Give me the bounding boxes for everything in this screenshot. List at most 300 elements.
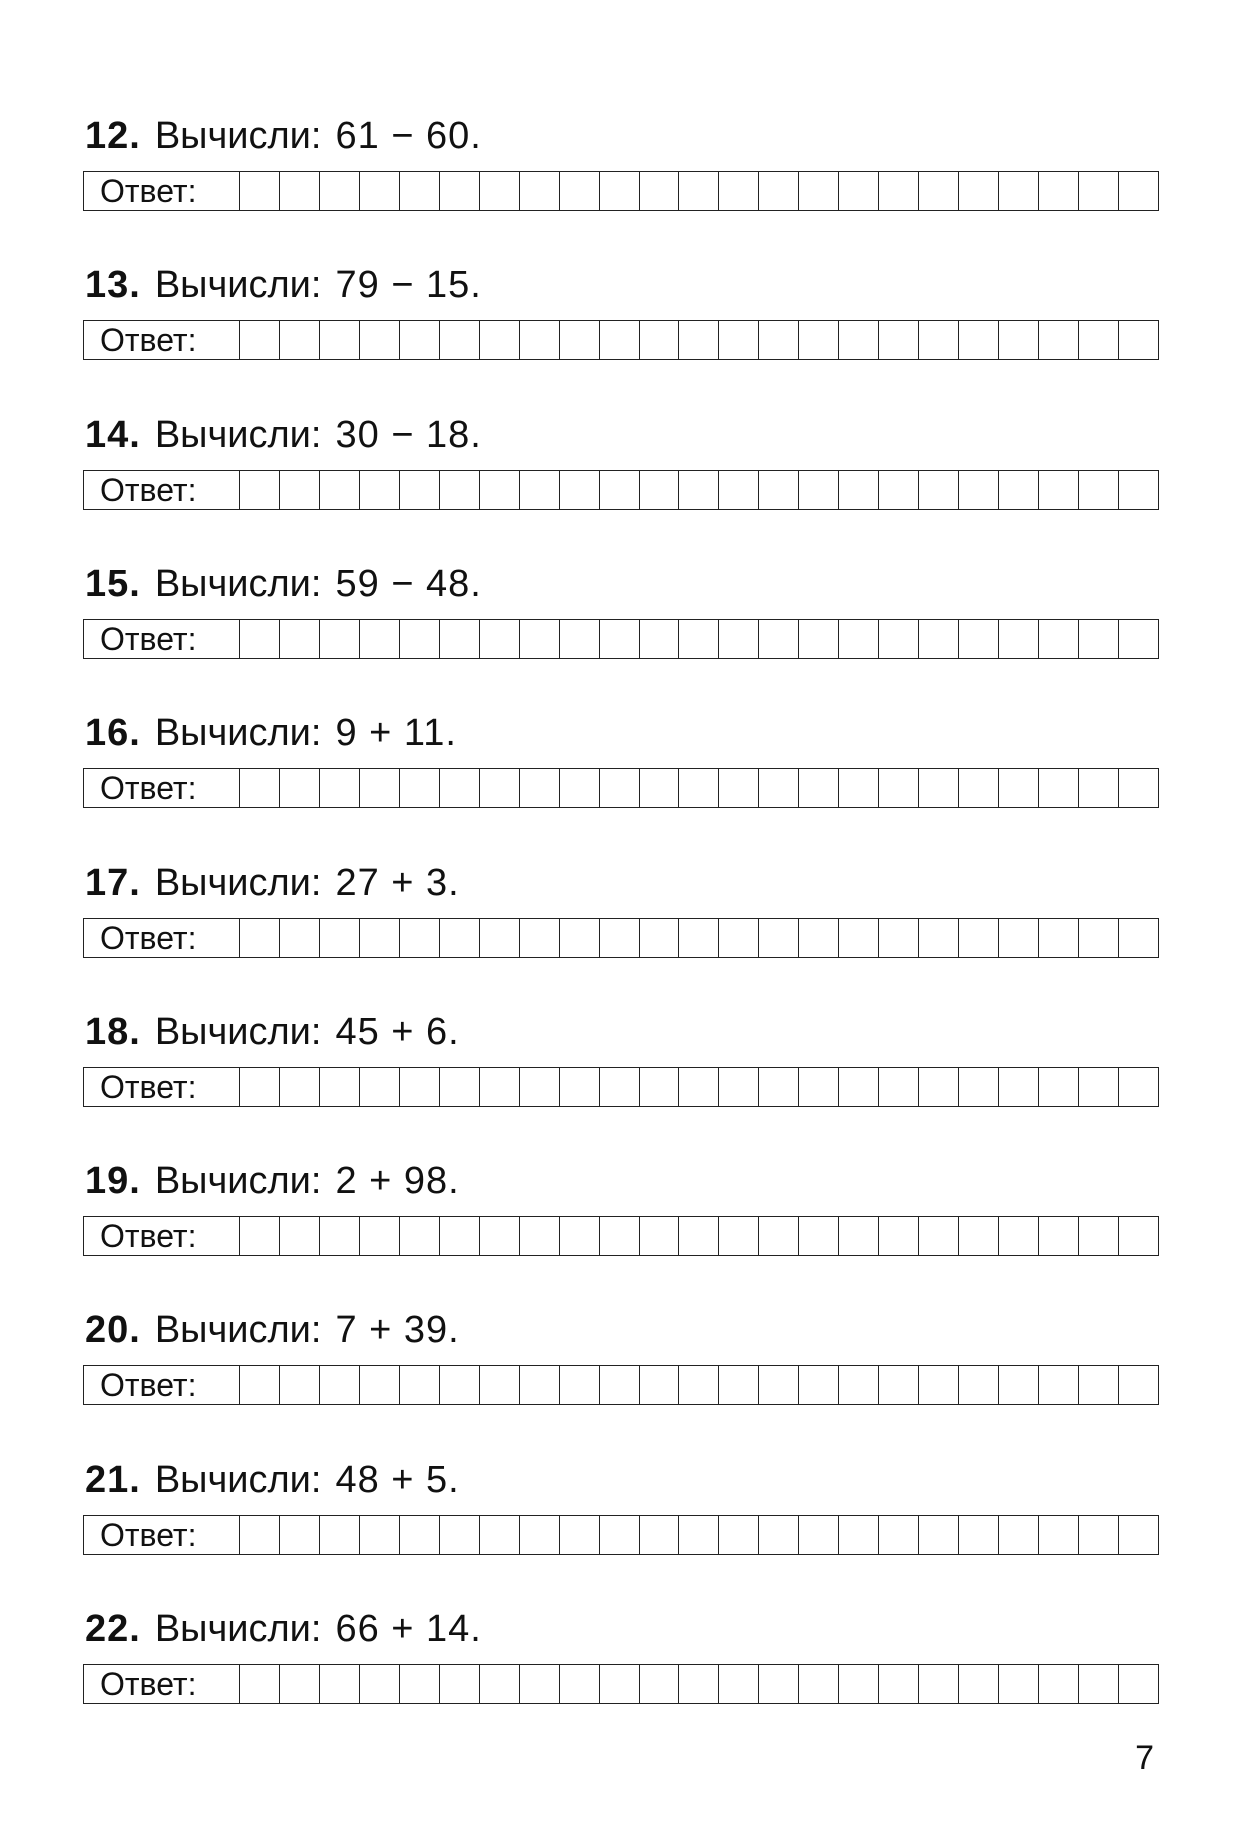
answer-cell[interactable] (879, 769, 919, 807)
task-item (83, 1454, 1159, 1574)
answer-cell[interactable] (560, 321, 600, 359)
answer-cell[interactable] (480, 1217, 520, 1255)
answer-cell[interactable] (600, 321, 640, 359)
answer-cell[interactable] (879, 1068, 919, 1106)
answer-label: Ответ: (84, 1516, 240, 1554)
answer-cell[interactable] (1039, 471, 1079, 509)
answer-cell[interactable] (560, 1516, 600, 1554)
answer-cell[interactable] (839, 769, 879, 807)
answer-cell[interactable] (400, 1516, 440, 1554)
answer-cell[interactable] (999, 620, 1039, 658)
answer-cell[interactable] (1039, 1366, 1079, 1404)
answer-cell[interactable] (440, 919, 480, 957)
answer-cell[interactable] (1119, 1516, 1158, 1554)
answer-cell[interactable] (640, 471, 680, 509)
answer-row (83, 619, 1159, 659)
answer-cell[interactable] (759, 321, 799, 359)
answer-cell[interactable] (480, 321, 520, 359)
answer-cell[interactable] (280, 321, 320, 359)
task-number: 17. (85, 862, 141, 904)
answer-cell[interactable] (999, 172, 1039, 210)
answer-cell[interactable] (400, 1665, 440, 1703)
answer-cell[interactable] (280, 471, 320, 509)
answer-cell[interactable] (719, 471, 759, 509)
answer-cell[interactable] (280, 620, 320, 658)
answer-cell[interactable] (640, 769, 680, 807)
task-number: 16. (85, 712, 141, 754)
answer-cell[interactable] (839, 1516, 879, 1554)
answer-cell[interactable] (919, 321, 959, 359)
answer-cell[interactable] (679, 919, 719, 957)
answer-cell[interactable] (360, 1217, 400, 1255)
answer-cell[interactable] (400, 172, 440, 210)
answer-cell[interactable] (560, 919, 600, 957)
task-number: 12. (85, 115, 141, 157)
answer-cell[interactable] (440, 769, 480, 807)
answer-cell[interactable] (719, 1366, 759, 1404)
answer-cell[interactable] (480, 172, 520, 210)
answer-cell[interactable] (600, 471, 640, 509)
answer-cell[interactable] (440, 321, 480, 359)
answer-cell[interactable] (999, 1665, 1039, 1703)
answer-cell[interactable] (280, 769, 320, 807)
answer-cell[interactable] (240, 172, 280, 210)
answer-cell[interactable] (1119, 471, 1158, 509)
answer-row (83, 918, 1159, 958)
answer-cell[interactable] (360, 620, 400, 658)
answer-cell[interactable] (600, 1516, 640, 1554)
answer-cell[interactable] (679, 471, 719, 509)
answer-cell[interactable] (520, 919, 560, 957)
answer-cell[interactable] (799, 1068, 839, 1106)
task-item (83, 259, 1159, 379)
answer-cell[interactable] (1119, 1217, 1158, 1255)
task-expression: 59 − 48. (335, 563, 482, 605)
answer-cell[interactable] (480, 1366, 520, 1404)
task-instruction: Вычисли: (154, 712, 322, 754)
answer-cell[interactable] (959, 1366, 999, 1404)
answer-cell[interactable] (919, 1516, 959, 1554)
answer-cell[interactable] (679, 172, 719, 210)
answer-cell[interactable] (1079, 620, 1119, 658)
answer-cell[interactable] (440, 1068, 480, 1106)
answer-cell[interactable] (679, 1665, 719, 1703)
answer-cell[interactable] (1039, 1217, 1079, 1255)
answer-cell[interactable] (280, 172, 320, 210)
answer-row (83, 470, 1159, 510)
task-instruction: Вычисли: (154, 115, 322, 157)
answer-cell[interactable] (879, 1217, 919, 1255)
answer-cell[interactable] (240, 1665, 280, 1703)
answer-cell[interactable] (520, 1366, 560, 1404)
answer-cell[interactable] (400, 1068, 440, 1106)
answer-cell[interactable] (799, 919, 839, 957)
answer-cell[interactable] (759, 769, 799, 807)
task-title (85, 558, 482, 610)
answer-cell[interactable] (320, 620, 360, 658)
answer-cell[interactable] (560, 1068, 600, 1106)
page-number: 7 (1135, 1739, 1154, 1777)
task-item (83, 1603, 1159, 1723)
answer-cell[interactable] (1079, 769, 1119, 807)
task-title (85, 1155, 460, 1207)
answer-cell[interactable] (360, 172, 400, 210)
task-number: 18. (85, 1011, 141, 1053)
answer-cell[interactable] (640, 1665, 680, 1703)
answer-cell[interactable] (1039, 769, 1079, 807)
answer-cell[interactable] (1119, 919, 1158, 957)
answer-cell[interactable] (640, 172, 680, 210)
answer-cell[interactable] (999, 919, 1039, 957)
answer-cell[interactable] (440, 172, 480, 210)
answer-cell[interactable] (839, 1665, 879, 1703)
answer-cell[interactable] (719, 321, 759, 359)
answer-cell[interactable] (1119, 1665, 1158, 1703)
answer-cell[interactable] (480, 1665, 520, 1703)
answer-cell[interactable] (799, 321, 839, 359)
answer-cell[interactable] (759, 172, 799, 210)
answer-cells (240, 172, 1158, 210)
answer-cell[interactable] (440, 1217, 480, 1255)
answer-cell[interactable] (759, 620, 799, 658)
answer-cell[interactable] (1119, 172, 1158, 210)
answer-cell[interactable] (360, 1366, 400, 1404)
task-number: 14. (85, 414, 141, 456)
answer-cell[interactable] (480, 620, 520, 658)
answer-cell[interactable] (679, 769, 719, 807)
answer-cell[interactable] (320, 1366, 360, 1404)
answer-cell[interactable] (480, 769, 520, 807)
answer-cell[interactable] (560, 620, 600, 658)
answer-cell[interactable] (839, 1366, 879, 1404)
answer-cell[interactable] (560, 471, 600, 509)
answer-cell[interactable] (640, 1217, 680, 1255)
answer-cell[interactable] (999, 471, 1039, 509)
answer-cell[interactable] (1119, 620, 1158, 658)
answer-cell[interactable] (1079, 1217, 1119, 1255)
answer-cell[interactable] (679, 1217, 719, 1255)
answer-cell[interactable] (839, 1217, 879, 1255)
task-title (85, 259, 482, 311)
task-title (85, 1006, 460, 1058)
answer-cell[interactable] (919, 471, 959, 509)
answer-cells (240, 321, 1158, 359)
answer-cell[interactable] (679, 1068, 719, 1106)
answer-cell[interactable] (919, 1366, 959, 1404)
answer-cell[interactable] (640, 1068, 680, 1106)
answer-cell[interactable] (320, 1665, 360, 1703)
answer-cell[interactable] (400, 620, 440, 658)
answer-cell[interactable] (959, 321, 999, 359)
answer-cell[interactable] (240, 321, 280, 359)
answer-cell[interactable] (919, 620, 959, 658)
answer-cell[interactable] (320, 1068, 360, 1106)
answer-cell[interactable] (400, 1366, 440, 1404)
answer-label: Ответ: (84, 1217, 240, 1255)
answer-cell[interactable] (240, 1068, 280, 1106)
answer-cell[interactable] (600, 919, 640, 957)
task-expression: 45 + 6. (335, 1011, 460, 1053)
answer-cell[interactable] (759, 1665, 799, 1703)
answer-cell[interactable] (879, 471, 919, 509)
answer-cell[interactable] (520, 769, 560, 807)
answer-cell[interactable] (320, 321, 360, 359)
answer-cell[interactable] (560, 1665, 600, 1703)
answer-cell[interactable] (280, 1068, 320, 1106)
answer-cell[interactable] (280, 1516, 320, 1554)
answer-cell[interactable] (959, 919, 999, 957)
task-title (85, 1304, 460, 1356)
answer-cell[interactable] (879, 1366, 919, 1404)
answer-cell[interactable] (1039, 1068, 1079, 1106)
answer-label: Ответ: (84, 1665, 240, 1703)
answer-cell[interactable] (719, 172, 759, 210)
answer-cell[interactable] (320, 919, 360, 957)
answer-cell[interactable] (679, 1366, 719, 1404)
answer-cell[interactable] (839, 1068, 879, 1106)
answer-cell[interactable] (440, 1366, 480, 1404)
answer-cell[interactable] (600, 620, 640, 658)
answer-cell[interactable] (679, 321, 719, 359)
answer-cell[interactable] (440, 1665, 480, 1703)
answer-cell[interactable] (240, 620, 280, 658)
answer-cell[interactable] (839, 321, 879, 359)
answer-cell[interactable] (959, 1665, 999, 1703)
answer-cell[interactable] (999, 1516, 1039, 1554)
answer-cell[interactable] (999, 321, 1039, 359)
answer-cell[interactable] (640, 1516, 680, 1554)
answer-cell[interactable] (560, 1217, 600, 1255)
answer-cell[interactable] (280, 1665, 320, 1703)
answer-cell[interactable] (240, 1516, 280, 1554)
task-title (85, 409, 482, 461)
answer-cell[interactable] (600, 172, 640, 210)
answer-cell[interactable] (400, 471, 440, 509)
answer-cell[interactable] (1079, 471, 1119, 509)
answer-cell[interactable] (799, 1665, 839, 1703)
answer-cell[interactable] (719, 1665, 759, 1703)
answer-cell[interactable] (240, 1366, 280, 1404)
answer-cell[interactable] (360, 321, 400, 359)
answer-cell[interactable] (440, 620, 480, 658)
task-instruction: Вычисли: (154, 264, 322, 306)
answer-cell[interactable] (919, 172, 959, 210)
answer-cell[interactable] (1039, 321, 1079, 359)
answer-cell[interactable] (719, 919, 759, 957)
task-expression: 7 + 39. (335, 1309, 460, 1351)
answer-cell[interactable] (240, 919, 280, 957)
answer-cell[interactable] (320, 172, 360, 210)
answer-cell[interactable] (799, 1217, 839, 1255)
answer-cell[interactable] (959, 471, 999, 509)
answer-cell[interactable] (719, 1068, 759, 1106)
answer-cell[interactable] (1079, 919, 1119, 957)
answer-cell[interactable] (839, 919, 879, 957)
answer-cell[interactable] (999, 1217, 1039, 1255)
answer-cell[interactable] (799, 172, 839, 210)
answer-cell[interactable] (719, 1516, 759, 1554)
task-item (83, 707, 1159, 827)
answer-cell[interactable] (1039, 919, 1079, 957)
answer-cell[interactable] (440, 1516, 480, 1554)
answer-cell[interactable] (360, 919, 400, 957)
answer-cell[interactable] (280, 919, 320, 957)
answer-cell[interactable] (759, 1516, 799, 1554)
answer-cell[interactable] (640, 919, 680, 957)
answer-cell[interactable] (759, 1366, 799, 1404)
answer-cell[interactable] (919, 1217, 959, 1255)
answer-cell[interactable] (360, 1665, 400, 1703)
answer-cells (240, 1665, 1158, 1703)
answer-cell[interactable] (1079, 1516, 1119, 1554)
answer-cell[interactable] (839, 620, 879, 658)
task-item (83, 409, 1159, 529)
answer-cell[interactable] (999, 1366, 1039, 1404)
answer-label: Ответ: (84, 1366, 240, 1404)
answer-cell[interactable] (679, 1516, 719, 1554)
answer-cell[interactable] (759, 919, 799, 957)
answer-cell[interactable] (759, 471, 799, 509)
answer-cell[interactable] (879, 1665, 919, 1703)
answer-cell[interactable] (360, 471, 400, 509)
answer-cell[interactable] (520, 620, 560, 658)
answer-cell[interactable] (959, 769, 999, 807)
answer-cell[interactable] (879, 321, 919, 359)
answer-cell[interactable] (520, 1665, 560, 1703)
answer-cell[interactable] (240, 471, 280, 509)
answer-cell[interactable] (719, 620, 759, 658)
answer-label: Ответ: (84, 1068, 240, 1106)
answer-cell[interactable] (360, 1068, 400, 1106)
answer-cell[interactable] (640, 321, 680, 359)
task-instruction: Вычисли: (154, 1160, 322, 1202)
answer-cell[interactable] (600, 769, 640, 807)
answer-cell[interactable] (1039, 1516, 1079, 1554)
task-number: 21. (85, 1459, 141, 1501)
answer-cell[interactable] (839, 471, 879, 509)
answer-cell[interactable] (1039, 620, 1079, 658)
answer-cell[interactable] (1079, 321, 1119, 359)
answer-label: Ответ: (84, 321, 240, 359)
answer-cell[interactable] (480, 471, 520, 509)
answer-cell[interactable] (999, 1068, 1039, 1106)
answer-cell[interactable] (879, 620, 919, 658)
answer-cell[interactable] (640, 620, 680, 658)
answer-cell[interactable] (320, 769, 360, 807)
answer-cell[interactable] (480, 1068, 520, 1106)
answer-cell[interactable] (360, 769, 400, 807)
answer-cell[interactable] (1079, 172, 1119, 210)
answer-label: Ответ: (84, 620, 240, 658)
answer-cell[interactable] (759, 1217, 799, 1255)
task-number: 22. (85, 1608, 141, 1650)
answer-cell[interactable] (879, 172, 919, 210)
answer-cell[interactable] (520, 471, 560, 509)
answer-cell[interactable] (600, 1068, 640, 1106)
answer-cell[interactable] (520, 1516, 560, 1554)
answer-cell[interactable] (320, 1217, 360, 1255)
answer-cell[interactable] (600, 1217, 640, 1255)
answer-cell[interactable] (759, 1068, 799, 1106)
answer-cell[interactable] (919, 919, 959, 957)
answer-cell[interactable] (440, 471, 480, 509)
answer-cell[interactable] (520, 172, 560, 210)
answer-cell[interactable] (799, 1366, 839, 1404)
answer-cell[interactable] (959, 1217, 999, 1255)
answer-cell[interactable] (879, 919, 919, 957)
answer-cell[interactable] (839, 172, 879, 210)
answer-cell[interactable] (600, 1665, 640, 1703)
answer-cell[interactable] (520, 1217, 560, 1255)
answer-cell[interactable] (640, 1366, 680, 1404)
answer-cell[interactable] (240, 769, 280, 807)
answer-cell[interactable] (799, 1516, 839, 1554)
answer-cells (240, 471, 1158, 509)
answer-cell[interactable] (280, 1366, 320, 1404)
answer-cell[interactable] (1039, 172, 1079, 210)
answer-cell[interactable] (480, 1516, 520, 1554)
answer-cell[interactable] (799, 471, 839, 509)
answer-cell[interactable] (679, 620, 719, 658)
answer-cell[interactable] (1119, 769, 1158, 807)
answer-cell[interactable] (879, 1516, 919, 1554)
answer-cell[interactable] (600, 1366, 640, 1404)
answer-cell[interactable] (1119, 1366, 1158, 1404)
answer-cell[interactable] (400, 1217, 440, 1255)
answer-cell[interactable] (520, 321, 560, 359)
answer-cell[interactable] (280, 1217, 320, 1255)
answer-cell[interactable] (999, 769, 1039, 807)
answer-cell[interactable] (480, 919, 520, 957)
answer-cell[interactable] (1079, 1366, 1119, 1404)
answer-cell[interactable] (1039, 1665, 1079, 1703)
answer-cell[interactable] (919, 1665, 959, 1703)
answer-cell[interactable] (560, 172, 600, 210)
answer-cell[interactable] (560, 1366, 600, 1404)
answer-cell[interactable] (959, 1516, 999, 1554)
answer-cell[interactable] (1079, 1068, 1119, 1106)
answer-cell[interactable] (1119, 321, 1158, 359)
answer-cell[interactable] (919, 1068, 959, 1106)
answer-cell[interactable] (1079, 1665, 1119, 1703)
answer-cell[interactable] (919, 769, 959, 807)
answer-cell[interactable] (959, 172, 999, 210)
answer-row (83, 768, 1159, 808)
task-title (85, 110, 482, 162)
answer-cell[interactable] (400, 321, 440, 359)
answer-cell[interactable] (959, 620, 999, 658)
answer-cell[interactable] (400, 919, 440, 957)
answer-cells (240, 1516, 1158, 1554)
answer-cell[interactable] (360, 1516, 400, 1554)
task-title (85, 1454, 460, 1506)
answer-cell[interactable] (799, 620, 839, 658)
answer-cell[interactable] (719, 1217, 759, 1255)
answer-cell[interactable] (240, 1217, 280, 1255)
task-instruction: Вычисли: (154, 1608, 322, 1650)
answer-cell[interactable] (400, 769, 440, 807)
answer-cell[interactable] (799, 769, 839, 807)
task-title (85, 857, 460, 909)
answer-cell[interactable] (560, 769, 600, 807)
answer-cell[interactable] (320, 471, 360, 509)
answer-cell[interactable] (320, 1516, 360, 1554)
answer-cell[interactable] (719, 769, 759, 807)
answer-cell[interactable] (1119, 1068, 1158, 1106)
task-number: 19. (85, 1160, 141, 1202)
answer-cell[interactable] (959, 1068, 999, 1106)
answer-cell[interactable] (520, 1068, 560, 1106)
